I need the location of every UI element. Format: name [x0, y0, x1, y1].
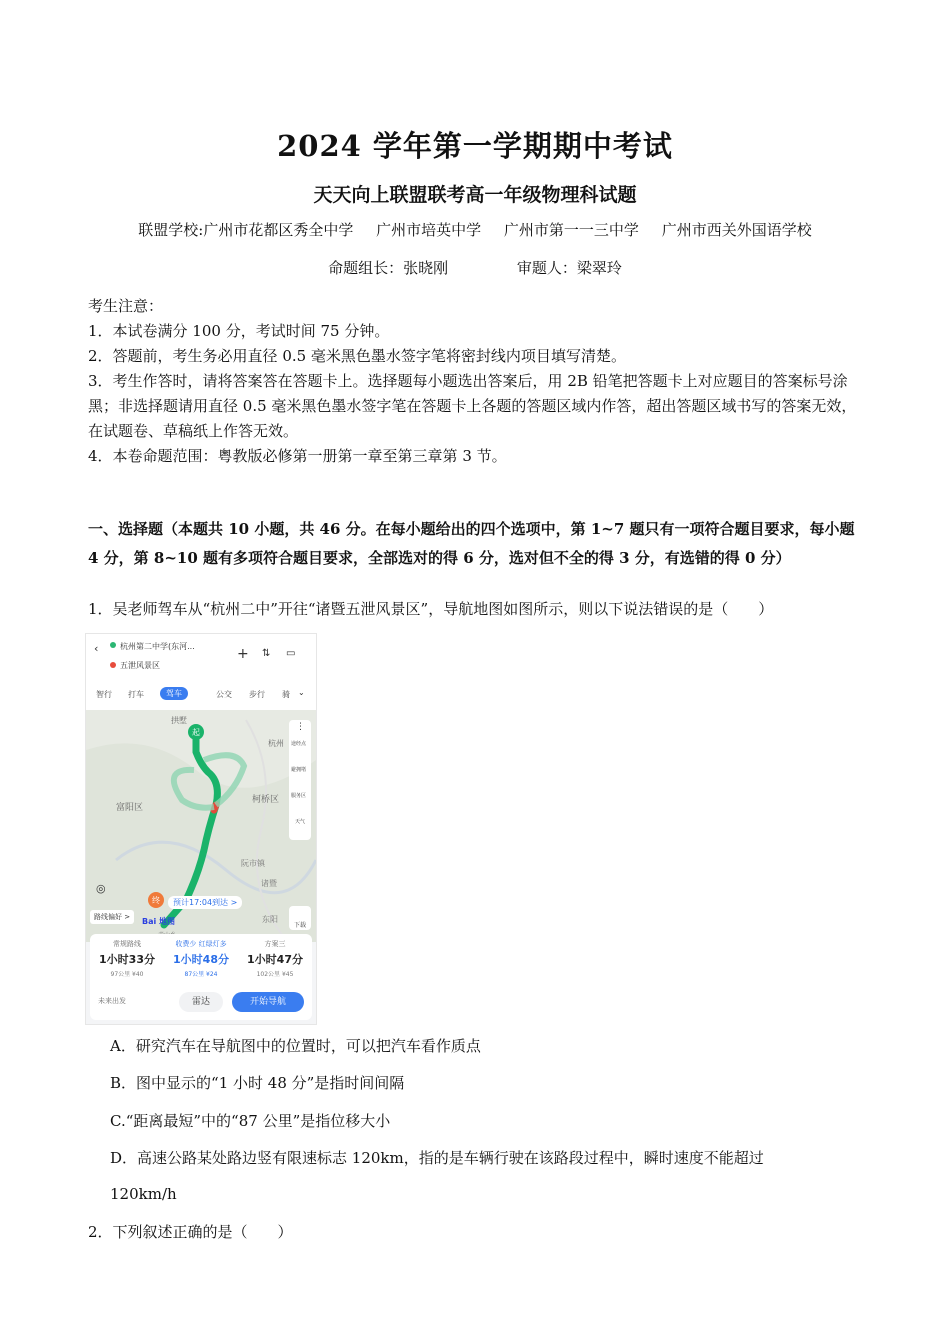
future-departure: 未来出发 — [98, 997, 126, 1005]
map-label: 柯桥区 — [252, 795, 280, 805]
destination-text: 五泄风景区 — [120, 661, 160, 670]
tab-drive: 驾车 — [160, 687, 188, 700]
route-distance: 97公里 ¥40 — [110, 971, 144, 978]
route-label: 收费少 红绿灯多 — [175, 940, 227, 948]
route-option — [240, 939, 310, 978]
destination-dot-icon — [110, 661, 116, 670]
route-time: 1小时47分 — [247, 953, 303, 966]
notice-item: 4．本卷命题范围：粤教版必修第一册第一章至第三章第 3 节。 — [88, 447, 507, 465]
start-marker-label: 起 — [192, 728, 200, 737]
route-preference-button: 路线偏好 > — [90, 910, 134, 924]
author: 命题组长：张晓刚 — [328, 259, 449, 277]
back-arrow-icon: ‹ — [94, 642, 99, 655]
swap-icon: ⇅ — [262, 648, 271, 659]
section-heading: 一、选择题（本题共 10 小题，共 46 分。在每小题给出的四个选项中，第 1~7 题只有一项符合题目要求，每小题 4 分，第 8~10 题有多项符合题目要求，全部选对的得 6 分，选对但不全的得 3 分，有选错的得 0 分） — [88, 520, 855, 567]
side-btn-avoid-jam: 避拥堵 — [291, 767, 307, 773]
locate-icon: ◎ — [96, 882, 106, 895]
option-a: A．研究汽车在导航图中的位置时，可以把汽车看作质点 — [110, 1037, 481, 1055]
route-time: 1小时33分 — [99, 953, 155, 966]
nav-header — [86, 634, 316, 710]
option-d: D．高速公路某处路边竖有限速标志 120km，指的是车辆行驶在该路段过程中，瞬时速度不能超过 — [110, 1149, 764, 1167]
tab-smart: 智行 — [96, 690, 112, 699]
route-option-selected — [166, 939, 236, 978]
route-time: 1小时48分 — [173, 953, 229, 966]
add-icon: + — [237, 646, 249, 662]
option-c: C.“距离最短”中的“87 公里”是指位移大小 — [110, 1112, 391, 1130]
radar-button: 雷达 — [179, 992, 223, 1012]
exam-title: 2024 学年第一学期期中考试 — [277, 129, 673, 163]
route-label: 方案三 — [264, 940, 286, 948]
route-label: 常规路线 — [113, 940, 141, 948]
exam-subtitle: 天天向上联盟联考高一年级物理科试题 — [313, 184, 637, 206]
origin-dot-icon — [110, 641, 118, 649]
school-2: 广州市培英中学 — [376, 221, 482, 239]
map-label: 阮市镇 — [241, 859, 265, 868]
tab-taxi: 打车 — [128, 690, 144, 699]
notice-block — [88, 294, 868, 469]
route-option — [92, 939, 162, 978]
school-4: 广州市西关外国语学校 — [661, 221, 812, 239]
reviewer: 审题人：梁翠玲 — [516, 259, 622, 277]
layers-icon: ⋮ — [296, 722, 305, 732]
map-side-toolbar — [289, 720, 311, 840]
map-label: 诸暨 — [261, 879, 277, 888]
origin-text: 杭州第二中学(东河... — [120, 642, 195, 651]
more-icon: ▭ — [286, 648, 296, 659]
map-label: 拱墅 — [171, 716, 187, 725]
route-distance: 87公里 ¥24 — [184, 971, 218, 978]
school-3: 广州市第一一三中学 — [503, 221, 639, 239]
option-b: B．图中显示的“1 小时 48 分”是指时间间隔 — [110, 1074, 405, 1092]
side-btn-weather: 天气 — [295, 819, 306, 825]
baidu-map-logo: Bai 地图 — [142, 917, 176, 926]
side-btn-service-area: 服务区 — [291, 793, 307, 799]
route-distance: 102公里 ¥45 — [256, 971, 294, 978]
school-1: 联盟学校:广州市花都区秀全中学 — [138, 221, 354, 239]
download-label: 下载 — [294, 922, 307, 929]
notice-item: 3．考生作答时，请将答案答在答题卡上。选择题每小题选出答案后，用 2B 铅笔把答题卡上对应题目的答案标号涂黑；非选择题请用直径 0.5 毫米黑色墨水签字笔在答题卡上各题的答题区域内作答，超出答题区域书写的答案无效，在试题卷、草稿纸上作答无效。 — [88, 372, 857, 440]
school-list — [0, 219, 950, 240]
chevron-down-icon: ⌄ — [298, 688, 305, 697]
end-marker-label: 终 — [152, 896, 160, 905]
tab-walk: 步行 — [249, 690, 265, 699]
map-label: 东阳 — [262, 915, 278, 924]
map-label: 杭州 — [268, 739, 284, 748]
author-line — [0, 257, 950, 278]
navigation-map-figure — [85, 633, 317, 1025]
question-2-stem: 2．下列叙述正确的是（ ） — [88, 1223, 293, 1241]
notice-heading: 考生注意： — [88, 297, 164, 315]
map-label: 富阳区 — [116, 803, 144, 813]
tab-transit: 公交 — [216, 690, 232, 699]
download-button — [289, 906, 311, 930]
notice-item: 2．答题前，考生务必用直径 0.5 毫米黑色墨水签字笔将密封线内项目填写清楚。 — [88, 347, 626, 365]
question-1-stem: 1．吴老师驾车从“杭州二中”开往“诸暨五泄风景区”，导航地图如图所示，则以下说法错误的是（ ） — [88, 600, 774, 618]
side-btn-waypoint: 途经点 — [291, 741, 307, 747]
start-navigation-button: 开始导航 — [232, 992, 304, 1012]
option-d-continued: 120km/h — [110, 1185, 177, 1203]
map-area — [86, 710, 316, 942]
eta-bubble: 预计17:04到达 > — [168, 896, 242, 909]
notice-item: 1．本试卷满分 100 分，考试时间 75 分钟。 — [88, 322, 390, 340]
tab-bike: 骑 — [282, 690, 290, 699]
